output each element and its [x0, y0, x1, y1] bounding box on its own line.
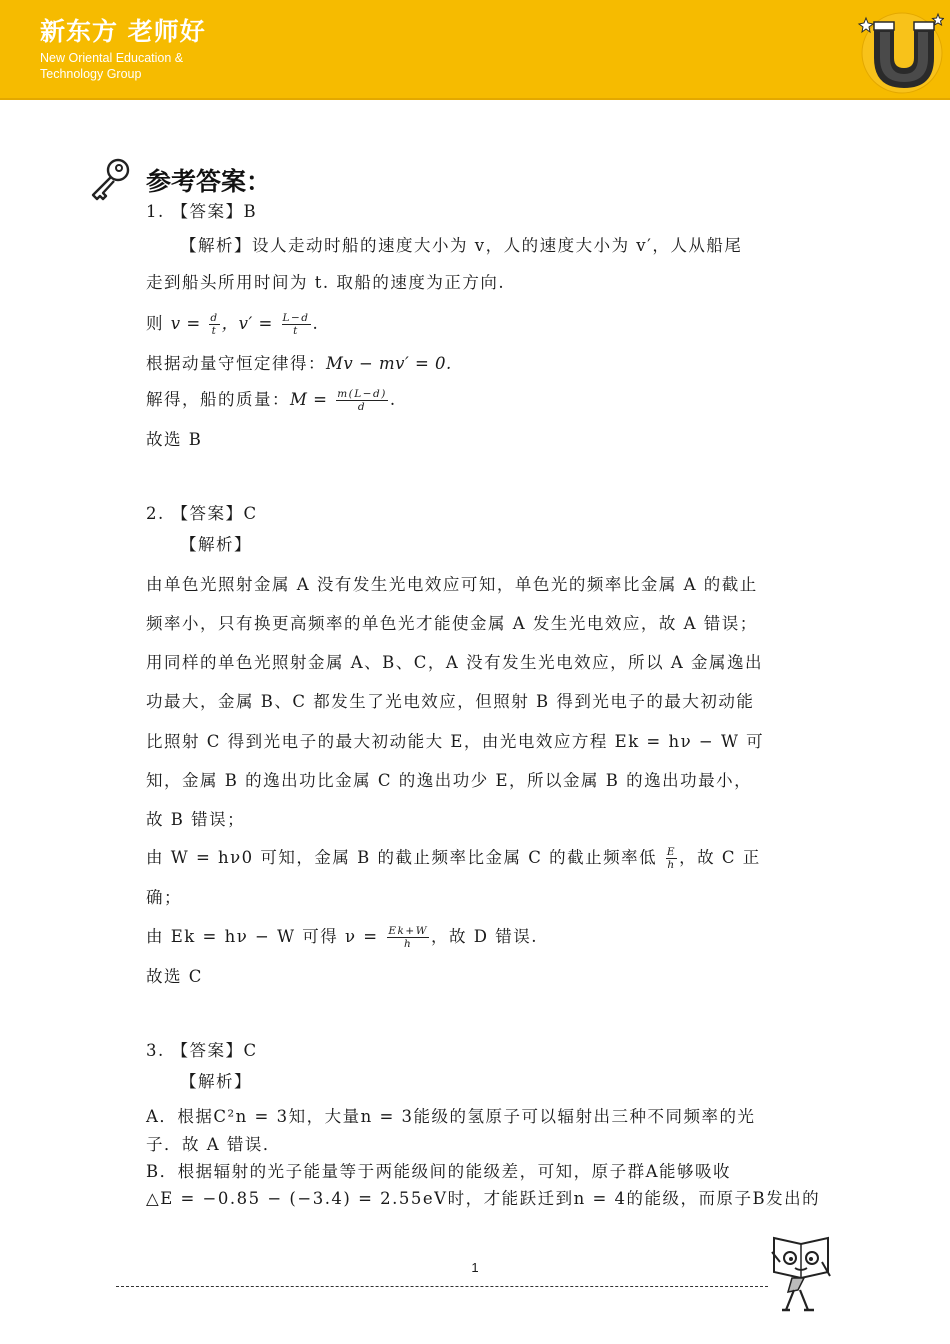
q2-answer: 2. 【答案】C — [146, 504, 258, 523]
q1-l5-eq: M = — [290, 390, 328, 409]
q1-l5-text: 解得，船的质量： — [146, 390, 290, 409]
q3-option-a-line1: A．根据C²n = 3知，大量n = 3能级的氢原子可以辐射出三种不同频率的光 — [146, 1107, 756, 1126]
q2-frac1-den: h — [667, 859, 676, 871]
q1-conclusion: 故选 B — [146, 430, 203, 449]
q1-l4-text: 根据动量守恒定律得： — [146, 354, 326, 373]
q1-l3-v: v = — [170, 314, 201, 333]
q1-frac2-den: t — [293, 325, 299, 337]
q1-frac-d-over-t — [209, 312, 219, 337]
q1-l3-mid: ，v′ = — [221, 314, 273, 333]
book-mascot-icon — [768, 1232, 834, 1316]
q1-frac1-den: t — [211, 325, 218, 337]
page-number: 1 — [471, 1260, 479, 1275]
q1-frac3-den: d — [357, 401, 367, 413]
q3-answer: 3. 【答案】C — [146, 1041, 258, 1060]
q1-frac-mass — [336, 388, 388, 413]
q2-paragraph-line9: 确； — [146, 888, 182, 907]
key-icon — [88, 156, 132, 202]
brand-subtitle-line1: New Oriental Education & — [40, 51, 184, 65]
q2-paragraph-line4: 功最大，金属 B、C 都发生了光电效应，但照射 B 得到光电子的最大初动能 — [146, 692, 755, 711]
q1-explanation-line1: 【解析】设人走动时船的速度大小为 v，人的速度大小为 v′，人从船尾 — [180, 236, 743, 255]
q3-explanation-label: 【解析】 — [180, 1072, 252, 1091]
q2-paragraph-line5: 比照射 C 得到光电子的最大初动能大 E，由光电效应方程 Ek = hν − W 可 — [146, 732, 765, 751]
footer-dashed-divider — [116, 1286, 768, 1287]
q2-paragraph-line8 — [146, 846, 761, 871]
q2-frac2-den: h — [404, 938, 413, 950]
q2-frac1-num: E — [666, 846, 677, 858]
q1-momentum-line — [146, 353, 452, 375]
q3-option-a-line2: 子．故 A 错误． — [146, 1135, 281, 1154]
q1-l5-end: . — [389, 390, 397, 409]
q2-explanation-label: 【解析】 — [180, 535, 252, 554]
q2-conclusion: 故选 C — [146, 967, 203, 986]
q1-answer: 1. 【答案】B — [146, 202, 258, 221]
q2-paragraph-line3: 用同样的单色光照射金属 A、B、C，A 没有发生光电效应，所以 A 金属逸出 — [146, 653, 763, 672]
q2-frac-e-over-h — [666, 846, 677, 871]
brand-title: 新东方 老师好 — [40, 17, 206, 46]
q1-frac3-num: m(L−d) — [337, 388, 387, 400]
q2-paragraph-line6: 知，金属 B 的逸出功比金属 C 的逸出功少 E，所以金属 B 的逸出功最小， — [146, 771, 753, 790]
q2-paragraph-line1: 由单色光照射金属 A 没有发生光电效应可知，单色光的频率比金属 A 的截止 — [146, 575, 758, 594]
header-banner — [0, 0, 950, 100]
q3-option-b-line1: B．根据辐射的光子能量等于两能级间的能级差，可知，原子群A能够吸收 — [146, 1162, 732, 1181]
q1-l3-end: . — [312, 314, 320, 333]
magnet-logo-icon — [852, 6, 944, 94]
brand-subtitle-line2: Technology Group — [40, 67, 142, 81]
q3-option-b-line2: △E = −0.85 − (−3.4) = 2.55eV时，才能跃迁到n = 4的能级，而原子B发出的 — [146, 1189, 821, 1208]
q2-paragraph-line7: 故 B 错误； — [146, 810, 246, 829]
q1-mass-line — [146, 388, 397, 413]
q1-frac-l-minus-d-over-t — [282, 312, 311, 337]
q1-explanation-line2: 走到船头所用时间为 t. 取船的速度为正方向. — [146, 273, 506, 292]
q1-frac1-num: d — [210, 312, 219, 324]
q2-paragraph-line10 — [146, 925, 538, 950]
q1-frac2-num: L−d — [282, 312, 310, 324]
q1-l4-eq: Mv − mv′ = 0. — [326, 354, 452, 373]
q2-frac-frequency — [387, 925, 429, 950]
q2-p10-text: 由 Ek = hν − W 可得 ν = — [146, 927, 379, 946]
q2-p8-end: ，故 C 正 — [679, 848, 761, 867]
q2-frac2-num: Ek+W — [388, 925, 428, 937]
q2-p10-end: ，故 D 错误. — [431, 927, 538, 946]
q1-l3-prefix: 则 — [146, 314, 164, 333]
q1-velocity-formula — [146, 312, 319, 337]
q2-p8-text: 由 W = hν0 可知，金属 B 的截止频率比金属 C 的截止频率低 — [146, 848, 658, 867]
q2-paragraph-line2: 频率小，只有换更高频率的单色光才能使金属 A 发生光电效应，故 A 错误； — [146, 614, 758, 633]
section-title: 参考答案： — [146, 167, 272, 196]
